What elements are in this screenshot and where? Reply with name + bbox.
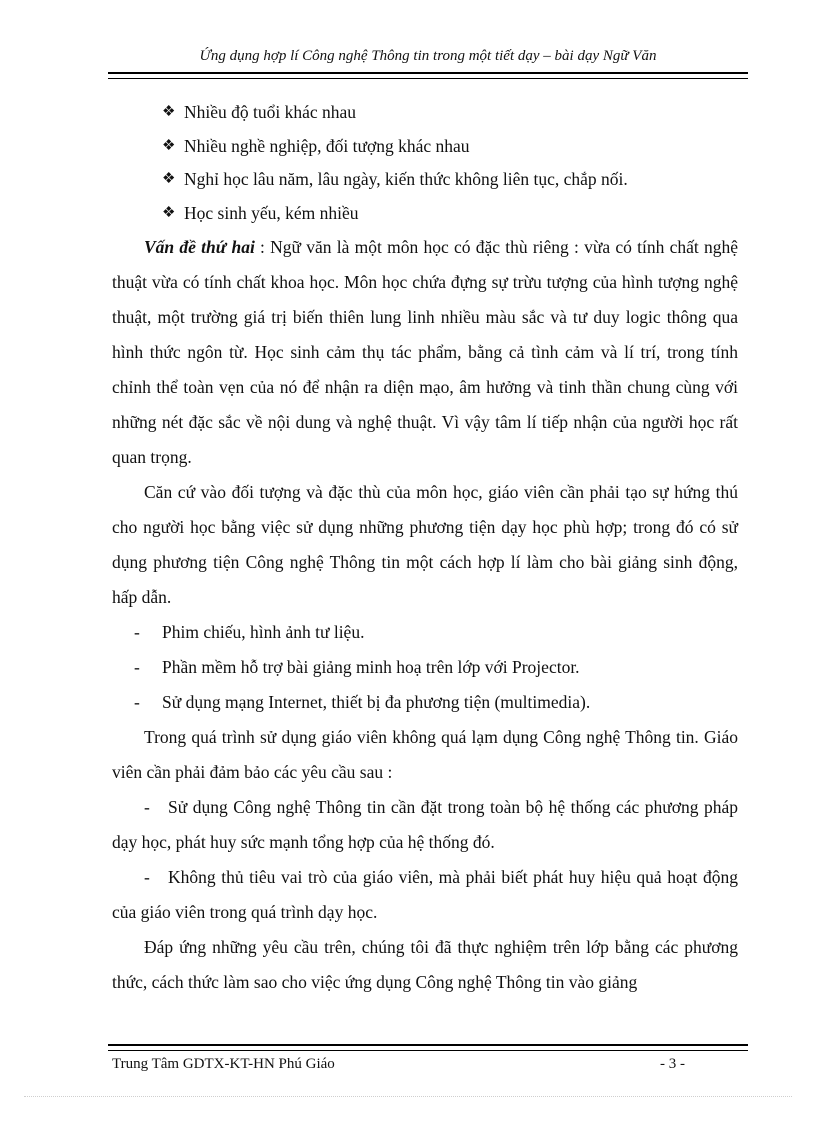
dash-list-media [112,615,738,720]
list-item: ❖ Nhiều độ tuổi khác nhau [112,96,738,130]
list-item: ❖ Nghỉ học lâu năm, lâu ngày, kiến thức không liên tục, chắp nối. [112,163,738,197]
list-item: ❖ Nhiều nghề nghiệp, đối tượng khác nhau [112,130,738,164]
diamond-bullet-icon: ❖ [162,204,176,221]
header-rule [108,72,748,79]
page-content [112,96,738,1000]
page-header: Ứng dụng hợp lí Công nghệ Thông tin trong một tiết dạy – bài dạy Ngữ Văn [199,48,657,64]
diamond-bullet-icon: ❖ [162,104,176,120]
list-item-requirement-1: - Sử dụng Công nghệ Thông tin cần đặt trong toàn bộ hệ thống các phương pháp dạy học, phát huy sức mạnh tổng hợp của hệ thống đó. [112,797,738,852]
list-item: - Sử dụng mạng Internet, thiết bị đa phương tiện (multimedia). [134,692,591,712]
diamond-bullet-icon: ❖ [162,137,176,154]
diamond-bullet-icon: ❖ [162,171,176,187]
paragraph-can-cu: Căn cứ vào đối tượng và đặc thù của môn học, giáo viên cần phải tạo sự hứng thú cho người học bằng việc sử dụng những phương tiện dạy học phù hợp; trong đó có sử dụng phương tiện Công nghệ Thông tin một cách hợp lí làm cho bài giảng sinh động, hấp dẫn. [112,482,738,607]
bullet-list [112,96,738,230]
page-number: - 3 - [660,1056,685,1072]
footer-rule [108,1044,748,1051]
page-edge-dotted-line [24,1096,792,1097]
list-item-requirement-2: - Không thủ tiêu vai trò của giáo viên, mà phải biết phát huy hiệu quả hoạt động của giáo viên trong quá trình dạy học. [112,867,738,922]
paragraph-van-de-thu-hai: Vấn đề thứ hai : Ngữ văn là một môn học có đặc thù riêng : vừa có tính chất nghệ thuật vừa có tính chất khoa học. Môn học chứa đựng sự trừu tượng của hình tượng nghệ thuật, một trường giá trị biến thiên lung linh nhiều màu sắc và tư duy logic thông qua hình thức ngôn từ. Học sinh cảm thụ tác phẩm, bằng cả tình cảm và lí trí, trong tính chỉnh thể toàn vẹn của nó để nhận ra diện mạo, âm hưởng và tinh thần chung cùng với những nét đặc sắc về nội dung và nghệ thuật. Vì vậy tâm lí tiếp nhận của người học rất quan trọng. [112,237,738,467]
paragraph-lead: Vấn đề thứ hai [144,237,255,257]
footer-school-name: Trung Tâm GDTX-KT-HN Phú Giáo [112,1056,335,1072]
list-item: - Phim chiếu, hình ảnh tư liệu. [134,622,365,642]
paragraph-trong-qua-trinh: Trong quá trình sử dụng giáo viên không quá lạm dụng Công nghệ Thông tin. Giáo viên cần phải đảm bảo các yêu cầu sau : [112,727,738,782]
list-item: ❖ Học sinh yếu, kém nhiều [112,197,738,231]
paragraph-dap-ung: Đáp ứng những yêu cầu trên, chúng tôi đã thực nghiệm trên lớp bằng các phương thức, cách thức làm sao cho việc ứng dụng Công nghệ Thông tin vào giảng [112,937,738,992]
list-item: - Phần mềm hỗ trợ bài giảng minh hoạ trên lớp với Projector. [134,657,580,677]
